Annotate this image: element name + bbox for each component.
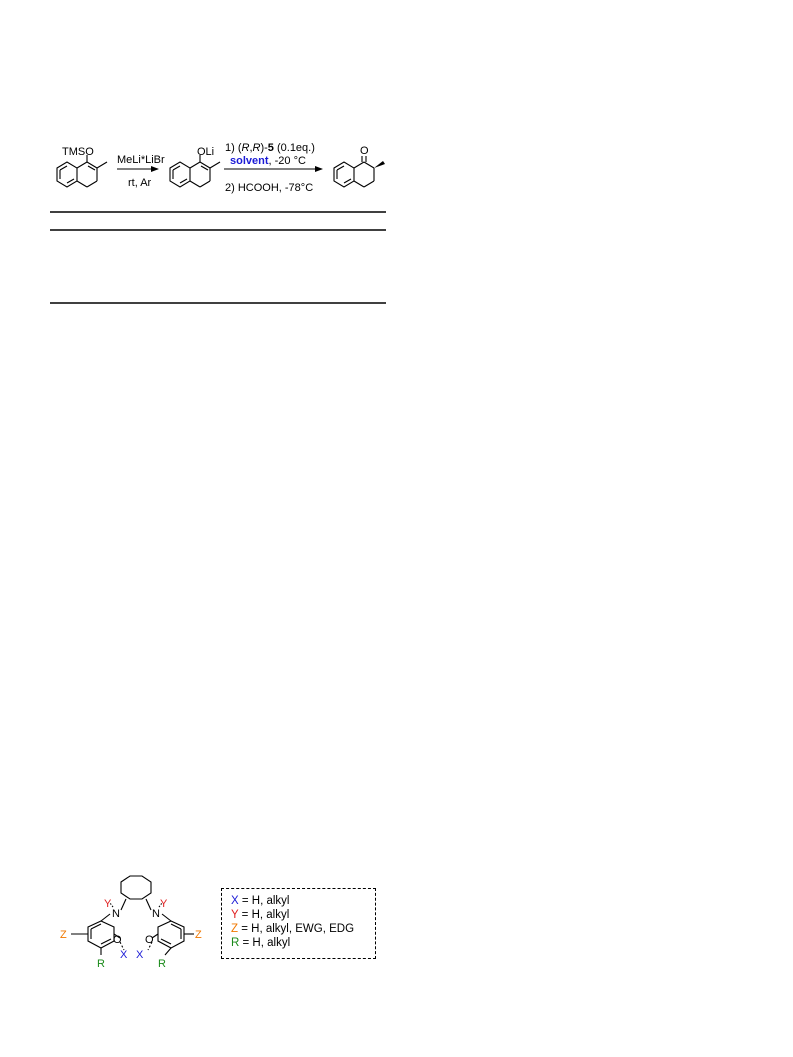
legend-def-x: = H, alkyl: [238, 895, 290, 907]
z-left-label: Z: [60, 929, 67, 941]
legend-def-r: = H, alkyl: [239, 937, 291, 949]
legend-row-x: [231, 894, 375, 908]
reagent-bottom: rt, Ar: [128, 177, 152, 189]
legend-def-z: = H, alkyl, EWG, EDG: [238, 923, 355, 935]
legend-row-z: [231, 922, 375, 936]
solvent-conditions: solvent, -20 °C: [230, 155, 306, 167]
legend-var-y: Y: [231, 909, 239, 921]
x-left-label: X: [120, 949, 128, 961]
legend-row-y: [231, 908, 375, 922]
reagent-top: MeLi*LiBr: [117, 154, 165, 166]
o-right-label: O: [145, 934, 154, 946]
n-left-label: N: [112, 908, 120, 920]
r-right-label: R: [158, 958, 166, 970]
reactant-label: TMSO: [62, 146, 94, 158]
legend-var-r: R: [231, 937, 240, 949]
n-right-label: N: [152, 908, 160, 920]
intermediate-label: OLi: [197, 146, 215, 158]
legend-var-z: Z: [231, 923, 239, 935]
legend-row-r: [231, 936, 375, 950]
step2-conditions: 2) HCOOH, -78°C: [225, 182, 314, 194]
substituent-legend: [221, 888, 376, 959]
legend-def-y: = H, alkyl: [238, 909, 290, 921]
r-left-label: R: [97, 958, 105, 970]
x-right-label: X: [136, 949, 144, 961]
legend-var-x: X: [231, 895, 239, 907]
product-label: O: [360, 145, 369, 157]
y-right-label: Y: [160, 898, 168, 910]
o-left-label: O: [113, 934, 122, 946]
y-left-label: Y: [104, 898, 112, 910]
z-right-label: Z: [195, 929, 202, 941]
step1-conditions: 1) (R,R)-5 (0.1eq.): [225, 142, 315, 154]
